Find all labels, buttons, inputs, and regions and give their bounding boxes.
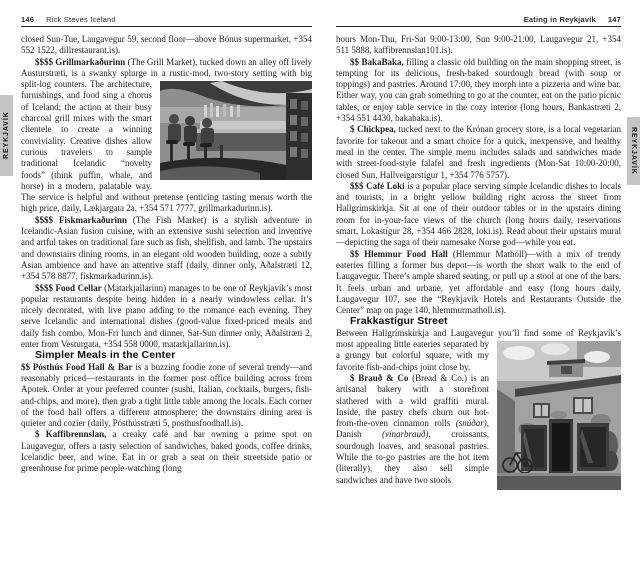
- paragraph-grillmarket: $$$$ Grillmarkaðurinn (The Grill Market), tucked down an alley off lively Austurstræti, is a swanky splurge in a rustic-mod, two-story setting with big split-log counters. The architecture, furnishings, and food sing a chorus of Iceland; the action at their busy charcoal grill mixes with the smart clientele to create a winning conviviality. Creative dishes allow curious travelers to sample traditional Icelandic “novelty foods” (think puffin, whale, and horse) in a modern, palatable way. The service is helpful and without pretense (enticing tasting menus worth the high price, daily, Lækjargata 2a, +354 571 7777, grillmarkadurinn.is).: [21, 56, 312, 214]
- running-header-right: [336, 15, 621, 24]
- running-title-left: Rick Steves Iceland: [46, 15, 116, 24]
- grill-market-photo: [160, 81, 312, 180]
- section-heading-frakkastigur: Frakkastígur Street: [350, 315, 448, 328]
- paragraph-fishmarket: $$$$ Fiskmarkaðurinn (The Fish Market) is a stylish adventure in Icelandic-Asian fusion cuisine, with an extensive sushi selection and inventive and artful takes on traditional fare such as fish, shellfish, and lamb. The upstairs and downstairs dining rooms, in an elegant old wooden building, ooze a subtly Asian ambience and have an attentive staff (daily, dinner only, Aðalstræti 12, +354 578 8877, fiskmarkadurinn.is).: [21, 214, 312, 282]
- header-rule-left: [21, 26, 312, 27]
- restaurant-name-kaffibrennslan: $ Kaffibrennslan,: [35, 429, 107, 440]
- restaurant-name-fishmarket: $$$$ Fiskmarkaðurinn: [35, 214, 127, 225]
- page-146: [21, 0, 312, 475]
- paragraph-braud: $ Brauð & Co (Bread & Co.) is an artisanal bakery with a storefront slathered with a wild graffiti mural. Inside, the pastry chefs churn out hot-from-the-oven cinnamon rolls (snúðar), Danish (vínarbrauð), croissants, sourdough loaves, and seasonal pastries. While the to-go pastries are the hot item (literally), they also sell simple sandwiches and have two stools: [336, 372, 490, 485]
- paragraph-cafeloki: $$$ Café Loki is a popular place serving simple Icelandic dishes to locals and tourists, in a bright yellow building right across the street from Hallgrímskirkja. Sit at one of their outdoor tables or in the upstairs dining room for in-your-face views of the church (long hours daily, reservations smart, Lokastígur 28, +354 466 2828, loki.is). Read about their upstairs mural—depicting the saga of their namesake Norse god—while you eat.: [336, 180, 622, 248]
- left-page-body: [21, 34, 312, 475]
- paragraph-continuation-right: hours Mon-Thu, Fri-Sat 9:00-13:00, Sun 9:00-21:00, Laugavegur 21, +354 511 5888, kaffibrennslan101.is).: [336, 34, 621, 56]
- page-147: [336, 0, 621, 494]
- restaurant-name-grillmarket: $$$$ Grillmarkaðurinn: [35, 56, 126, 67]
- paragraph-hlemmur: $$ Hlemmur Food Hall (Hlemmur Mathöll)—with a mix of trendy eateries filling a former bus depot—is worth the short walk to the end of Laugavegur. There’s ample shared seating, or pull up a stool at one of the bars. It feels urban and urbane, yet affordable and easy (long hours daily, Laugavegur 107, see the “Reykjavík Hotels and Restaurants Outside the Center” map on page 140, hlemmurmatholl.is).: [336, 248, 621, 316]
- page-number-right: 147: [607, 15, 621, 24]
- reykjavik-margin-tab-right: REYKJAVÍK: [627, 117, 640, 185]
- restaurant-name-braud: $ Brauð & Co: [350, 372, 409, 383]
- bakery-storefront-photo: [497, 341, 621, 490]
- restaurant-name-bakabaka: $$ BakaBaka,: [350, 56, 404, 67]
- restaurant-name-posthus: $$ Pósthús Food Hall & Bar: [21, 361, 133, 372]
- paragraph-kaffibrennslan: $ Kaffibrennslan, a creaky café and bar owning a prime spot on Laugavegur, offers a tasty selection of sandwiches, baked goods, coffee drinks, Icelandic beer, and wine. Eat in or grab a seat on their streetside patio or greenhouse for prime people-watching (long: [21, 429, 312, 474]
- paragraph-chickpea: $ Chickpea, tucked next to the Krónan grocery store, is a local vegetarian favorite for takeout and a smart choice for a quick, inexpensive, and healthy meal in the center. The simple menu includes salads and sandwiches made with street-food-style falafel and fresh ingredients (Mon-Sat 10:00-20:00, closed Sun, Hallveigarstígur 1, +354 776 5757).: [336, 124, 621, 180]
- paragraph-posthus: $$ Pósthús Food Hall & Bar is a buzzing foodie zone of several trendy—and reasonably priced—restaurants in the former post office building across from Apotek. Order at your preferred counter (sushi, Italian, cocktails, burgers, fish-and-chips, and more), then grab a tight little table among the locals. Each corner of the food hall offers a different atmosphere; the downstairs dining area is quieter and cozier (daily, Pósthússtræti 5, posthusfoodhall.is).: [21, 361, 312, 429]
- running-title-right: Eating in Reykjavík: [523, 15, 596, 24]
- paragraph-bakabaka: $$ BakaBaka, filling a classic old building on the main shopping street, is tempting for its delicious, fresh-baked sourdough bread (with soup or toppings) and pastries. Around 17:00, they morph into a pizzeria and wine bar. Either way, you can grab something to go at the counter, eat on the patio picnic tables, or enjoy table service in the cozy interior (long hours, Bankastræti 2, +354 551 4430, bakabaka.is).: [336, 56, 621, 124]
- restaurant-name-hlemmur: $$ Hlemmur Food Hall: [350, 248, 448, 259]
- page-number-left: 146: [21, 15, 35, 24]
- paragraph-continuation: closed Sun-Tue, Laugavegur 59, second floor—above Bónus supermarket, +354 552 1522, dillrestaurant.is).: [21, 34, 312, 56]
- section-heading-simpler-meals: Simpler Meals in the Center: [35, 349, 176, 362]
- restaurant-name-chickpea: $ Chickpea,: [350, 124, 396, 135]
- header-rule-right: [336, 26, 621, 27]
- paragraph-frakkastigur-intro: Between Hallgrímskirkja and Laugavegur you’ll find some of Reykjavík’s most appealing little eateries separated by a grungy but colorful square, with my favorite fish-and-chips joint close by.: [336, 328, 621, 373]
- running-header-left: [21, 15, 312, 24]
- restaurant-name-cafeloki: $$$ Café Loki: [350, 180, 405, 191]
- right-page-body: [336, 34, 621, 486]
- restaurant-name-foodcellar: $$$$ Food Cellar: [35, 282, 102, 293]
- reykjavik-margin-tab-left: REYKJAVÍK: [0, 95, 13, 176]
- paragraph-foodcellar: $$$$ Food Cellar (Matarkjallarinn) manages to be one of Reykjavík’s most popular restaurants despite being hidden in a nearly windowless cellar. It’s nicely decorated, with live piano adding to the romance each evening. They serve Icelandic and international dishes (good-value fixed-priced meals and daily fish combo, Mon-Fri lunch and dinner, Sat-Sun dinner only, Aðalstræti 2, enter from Vesturgata, +354 558 0000, matarkjallarinn.is).: [21, 282, 312, 350]
